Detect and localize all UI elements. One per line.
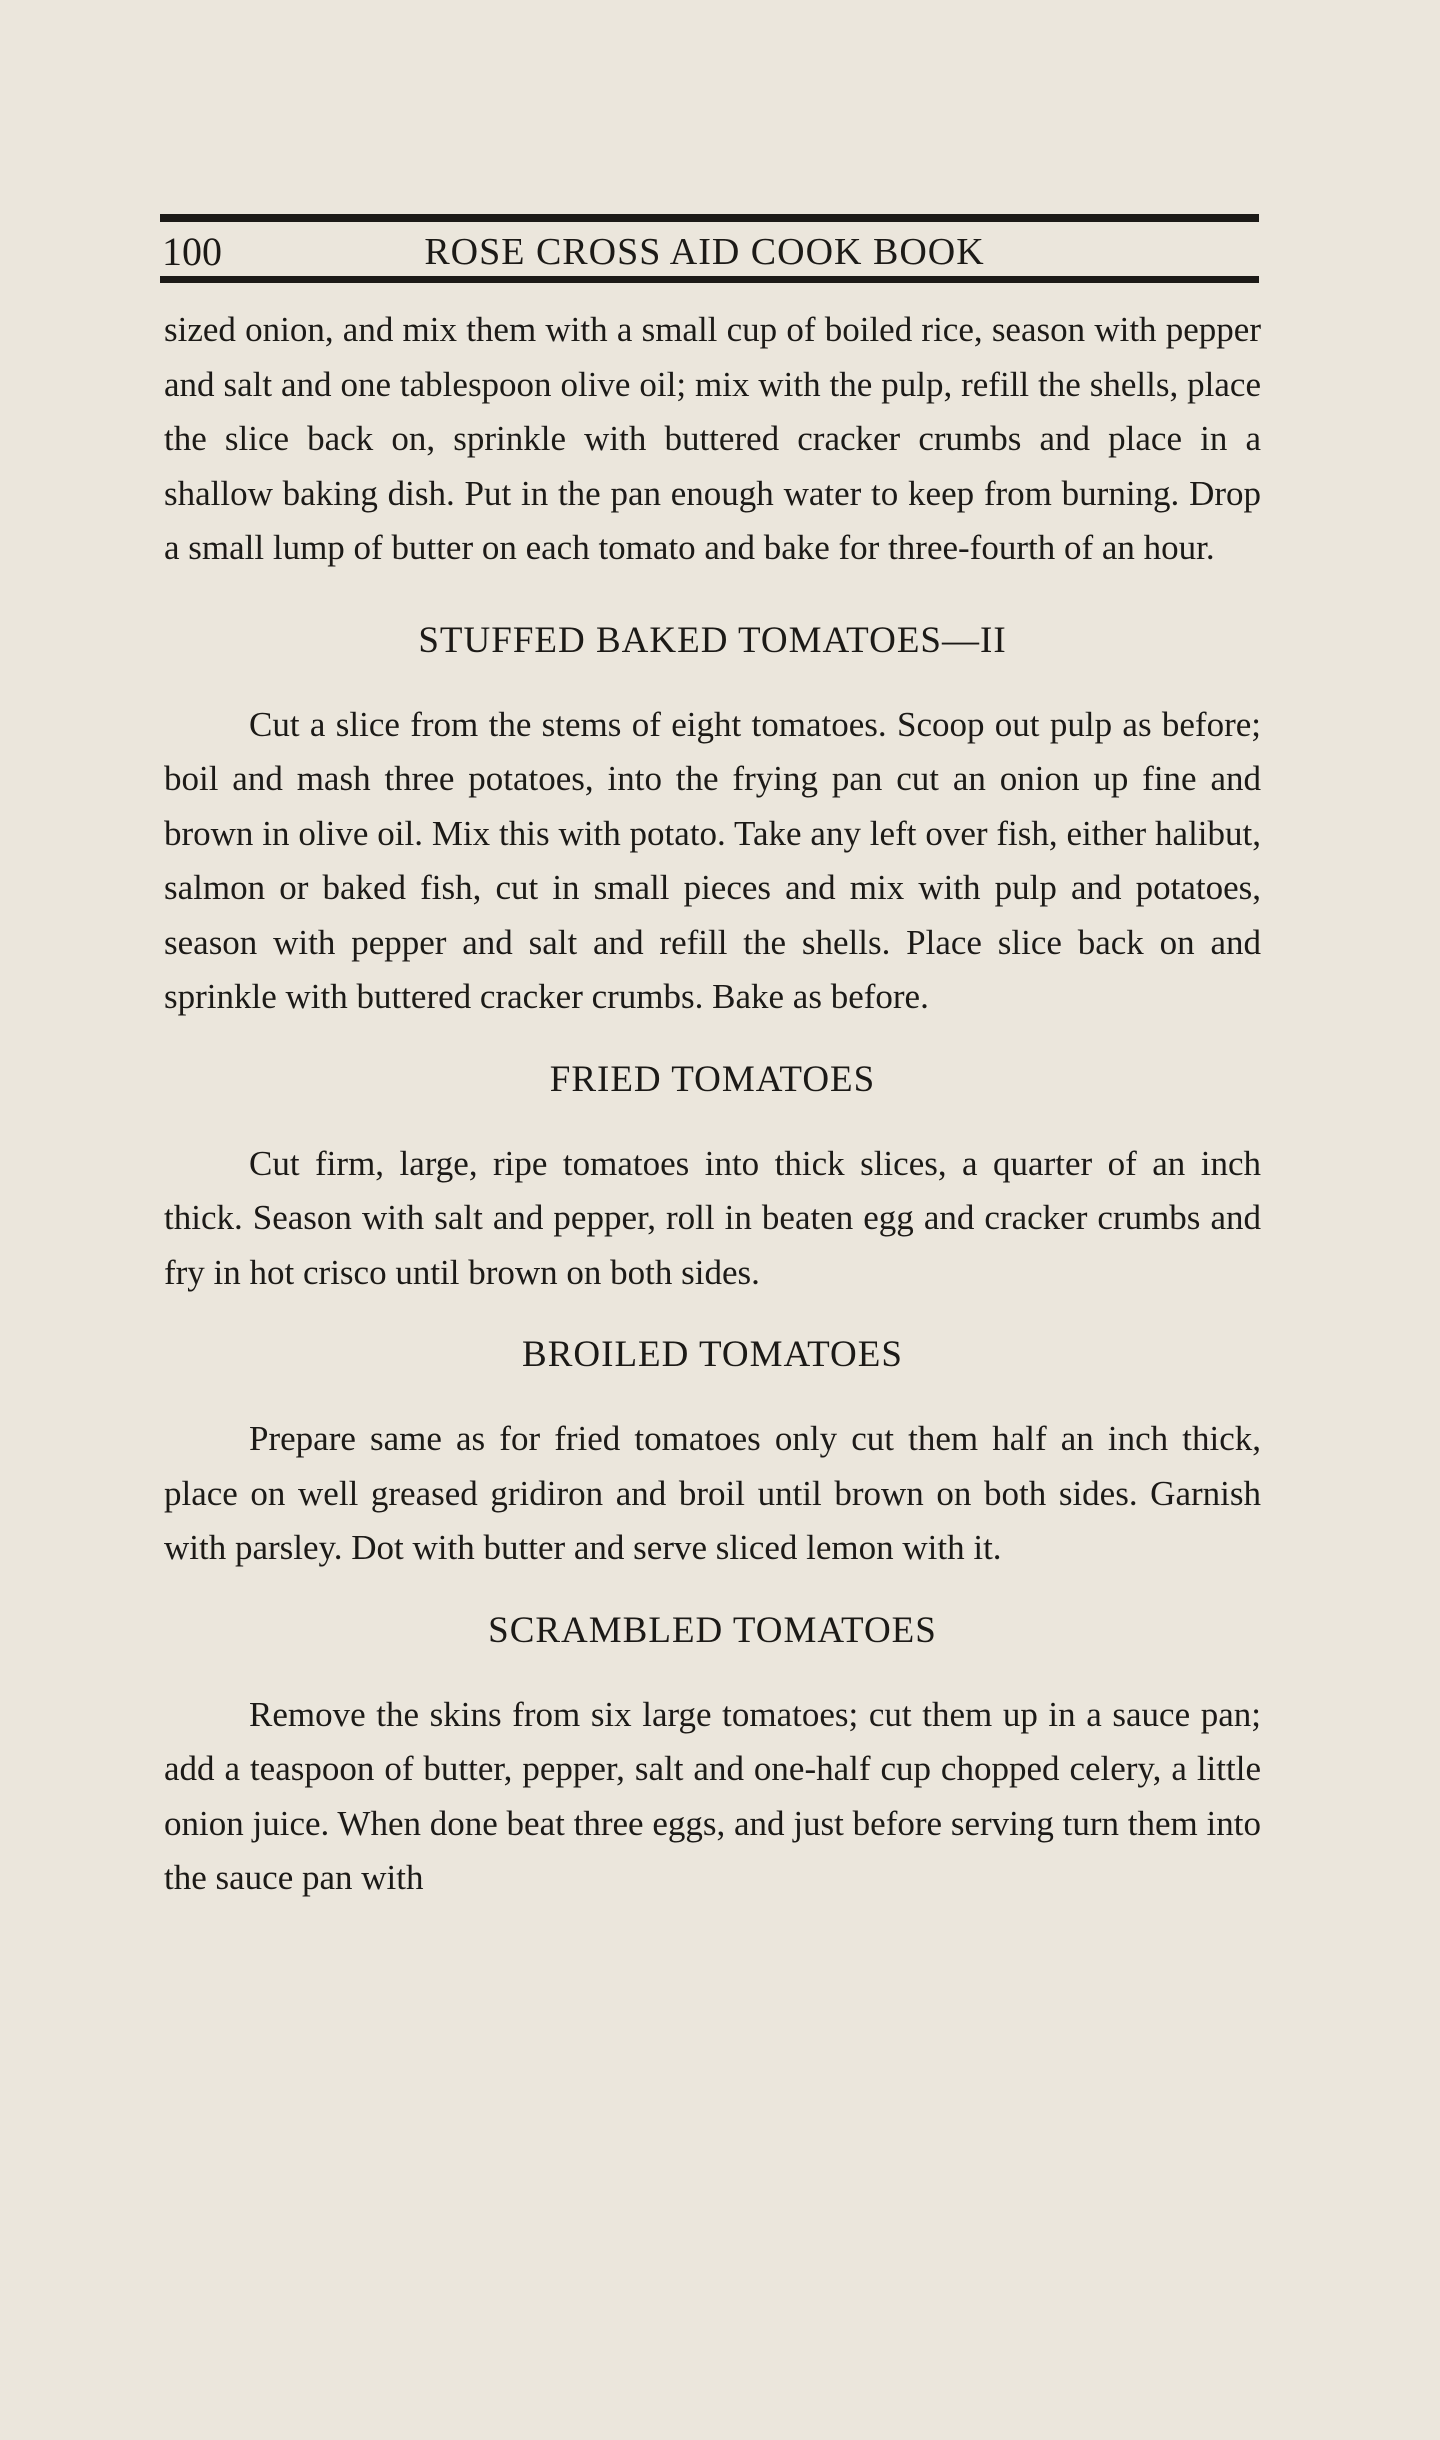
recipe-title-scrambled-tomatoes: SCRAMBLED TOMATOES	[488, 1609, 937, 1651]
recipe-text-broiled-tomatoes: Prepare same as for fried tomatoes only cut them half an inch thick, place on well greased gridiron and broil until brown on both sides. Garnish with parsley. Dot with butter and serve sliced lemon with it.	[164, 1419, 1261, 1567]
recipe-text-scrambled-tomatoes: Remove the skins from six large tomatoes; cut them up in a sauce pan; add a teaspoon of butter, pepper, salt and one-half cup chopped celery, a little onion juice. When done beat three eggs, and just before serving turn them into the sauce pan with	[164, 1694, 1261, 1897]
page-header	[160, 210, 1259, 285]
header-top-rule	[160, 214, 1259, 222]
page-number: 100	[162, 229, 222, 274]
continued-recipe-paragraph: sized onion, and mix them with a small cup of boiled rice, season with pepper and salt and one tablespoon olive oil; mix with the pulp, refill the shells, place the slice back on, sprinkle with buttered cracker crumbs and place in a shallow baking dish. Put in the pan enough water to keep from burning. Drop a small lump of butter on each tomato and bake for three-fourth of an hour.	[164, 310, 1261, 567]
recipe-title-stuffed-baked-tomatoes: STUFFED BAKED TOMATOES—II	[418, 619, 1007, 661]
recipe-text-fried-tomatoes: Cut firm, large, ripe tomatoes into thick slices, a quarter of an inch thick. Season with salt and pepper, roll in beaten egg and cracker crumbs and fry in hot crisco until brown on both sides.	[164, 1143, 1261, 1292]
header-bottom-rule	[160, 276, 1259, 283]
running-title: ROSE CROSS AID COOK BOOK	[424, 231, 985, 273]
recipe-title-fried-tomatoes: FRIED TOMATOES	[549, 1058, 876, 1100]
page-content	[164, 303, 1261, 1906]
recipe-title-broiled-tomatoes: BROILED TOMATOES	[522, 1334, 903, 1375]
recipe-text-stuffed-baked-tomatoes: Cut a slice from the stems of eight tomatoes. Scoop out pulp as before; boil and mash three potatoes, into the frying pan cut an onion up fine and brown in olive oil. Mix this with potato. Take any left over fish, either halibut, salmon or baked fish, cut in small pieces and mix with pulp and potatoes, season with pepper and salt and refill the shells. Place slice back on and sprinkle with buttered cracker crumbs. Bake as before.	[164, 704, 1261, 1016]
